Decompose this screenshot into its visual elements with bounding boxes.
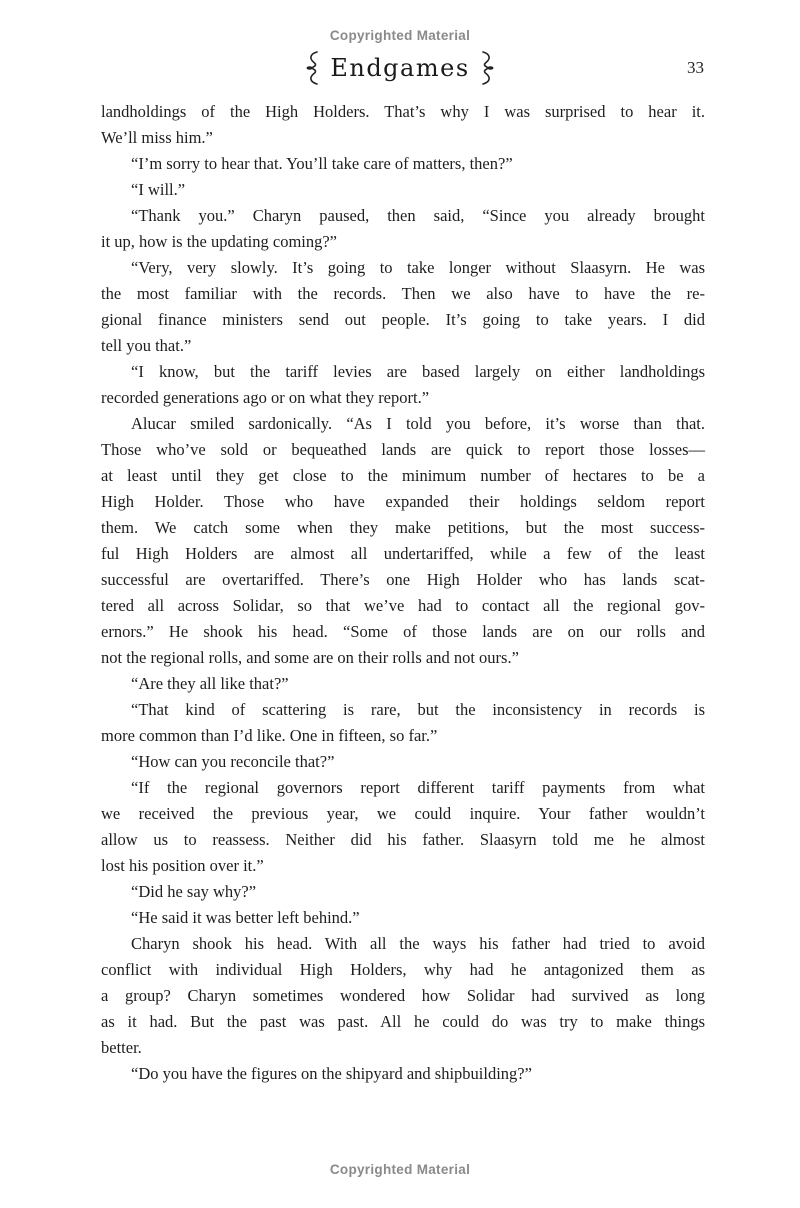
copyright-notice-bottom: Copyrighted Material bbox=[329, 1162, 471, 1177]
body-line: allow us to reassess. Neither did his father. Slaasyrn told me he almost bbox=[101, 830, 705, 849]
body-text bbox=[101, 99, 705, 1087]
body-line: “Are they all like that?” bbox=[131, 674, 289, 693]
body-line: better. bbox=[101, 1038, 142, 1057]
body-line: “I will.” bbox=[131, 180, 186, 199]
body-line: Alucar smiled sardonically. “As I told you before, it’s worse than that. bbox=[131, 414, 705, 433]
copyright-notice-top: Copyrighted Material bbox=[329, 28, 471, 43]
body-line: landholdings of the High Holders. That’s why I was surprised to hear it. bbox=[101, 102, 705, 121]
floral-bracket-left-icon bbox=[306, 50, 320, 86]
floral-bracket-right-icon bbox=[480, 50, 494, 86]
body-line: “That kind of scattering is rare, but the inconsistency in records is bbox=[131, 700, 705, 719]
body-line: Charyn shook his head. With all the ways his father had tried to avoid bbox=[131, 934, 705, 953]
body-line: “How can you reconcile that?” bbox=[131, 752, 335, 771]
body-line: them. We catch some when they make petitions, but the most success- bbox=[101, 518, 705, 537]
body-line: “Very, very slowly. It’s going to take longer without Slaasyrn. He was bbox=[131, 258, 705, 277]
body-line: not the regional rolls, and some are on their rolls and not ours.” bbox=[101, 648, 519, 667]
body-line: “Did he say why?” bbox=[131, 882, 257, 901]
body-line: at least until they get close to the minimum number of hectares to be a bbox=[101, 466, 705, 485]
page-header bbox=[0, 50, 800, 90]
body-line: lost his position over it.” bbox=[101, 856, 264, 875]
page-number: 33 bbox=[687, 58, 704, 77]
body-line: Those who’ve sold or bequeathed lands are quick to report those losses— bbox=[101, 440, 705, 459]
body-line: ernors.” He shook his head. “Some of those lands are on our rolls and bbox=[101, 622, 705, 641]
body-line: a group? Charyn sometimes wondered how Solidar had survived as long bbox=[101, 986, 705, 1005]
body-line: tered all across Solidar, so that we’ve had to contact all the regional gov- bbox=[101, 596, 705, 615]
body-line: “Do you have the figures on the shipyard and shipbuilding?” bbox=[131, 1064, 532, 1083]
body-line: more common than I’d like. One in fifteen, so far.” bbox=[101, 726, 438, 745]
body-line: the most familiar with the records. Then we also have to have the re- bbox=[101, 284, 705, 303]
body-line: conflict with individual High Holders, why had he antagonized them as bbox=[101, 960, 705, 979]
body-line: “He said it was better left behind.” bbox=[131, 908, 360, 927]
body-line: successful are overtariffed. There’s one High Holder who has lands scat- bbox=[101, 570, 705, 589]
body-line: tell you that.” bbox=[101, 336, 192, 355]
body-line: we received the previous year, we could inquire. Your father wouldn’t bbox=[101, 804, 705, 823]
body-line: We’ll miss him.” bbox=[101, 128, 213, 147]
body-line: “If the regional governors report different tariff payments from what bbox=[131, 778, 705, 797]
running-head bbox=[0, 50, 800, 86]
body-line: it up, how is the updating coming?” bbox=[101, 232, 338, 251]
body-line: ful High Holders are almost all undertariffed, while a few of the least bbox=[101, 544, 705, 563]
body-line: “I know, but the tariff levies are based largely on either landholdings bbox=[131, 362, 705, 381]
body-line: as it had. But the past was past. All he could do was try to make things bbox=[101, 1012, 705, 1031]
body-line: “Thank you.” Charyn paused, then said, “Since you already brought bbox=[131, 206, 705, 225]
body-line: gional finance ministers send out people. It’s going to take years. I did bbox=[101, 310, 705, 329]
body-line: recorded generations ago or on what they report.” bbox=[101, 388, 430, 407]
body-line: High Holder. Those who have expanded their holdings seldom report bbox=[101, 492, 705, 511]
running-head-title: Endgames bbox=[330, 54, 470, 82]
body-line: “I’m sorry to hear that. You’ll take care of matters, then?” bbox=[131, 154, 513, 173]
